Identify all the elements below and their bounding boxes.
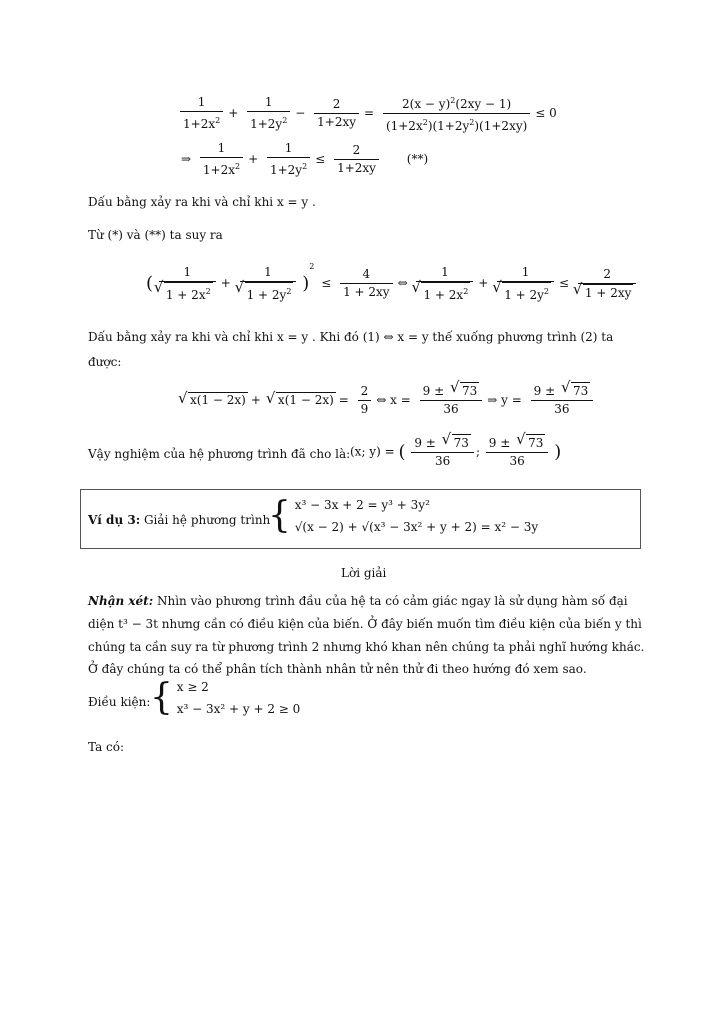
solution-pair: (x; y) = ( $\frac{9 \pm √ 73}{36}$ ; $\frac{9 \pm √ 73}{36}$ ) — [350, 434, 561, 470]
condition-label: Điều kiện: — [88, 695, 151, 709]
equation-tag: (**) — [406, 152, 429, 166]
remark-line-3: chúng ta cần suy ra từ phương trình 2 nhưng khó khan nên chúng ta phải nghĩ hướng khác. — [88, 640, 645, 654]
example-text: Giải hệ phương trình — [143, 513, 271, 527]
condition-2: x³ − 3x² + y + 2 ≥ 0 — [176, 702, 301, 716]
remark-label: Nhận xét: — [88, 594, 154, 608]
remark-line-2: diện t³ − 3t nhưng cần có điều kiện của biến. Ở đây biến muốn tìm điều kiện của biến y thì — [88, 617, 642, 631]
we-have-text: Ta có: — [88, 740, 125, 754]
example-label-line — [88, 513, 270, 527]
example-label: Ví dụ 3: — [88, 513, 141, 527]
equation-line-4: √ x(1 − 2x) +√ x(1 − 2x) = $\frac{2}{9}$ ⇔ x = $\frac{9 \pm √ 73}{36}$ ⇒ y = $\frac{9 \pm √ 73}{36}$ — [186, 382, 595, 418]
equality-text-2b: được: — [88, 355, 122, 369]
solution-title: Lời giải — [341, 566, 387, 580]
equation-line-2: ⇒ $\frac{1}{1+2x^2}$ + $\frac{1}{1+2y^2}$ ≤ $\frac{2}{1+2xy}$ (**) — [181, 141, 429, 177]
example-system: { x³ − 3x + 2 = y³ + 3y² √(x − 2) + √(x³ − 3x² + y + 2) = x² − 3y — [268, 495, 539, 536]
conclusion-text — [88, 447, 350, 461]
from-text: Từ (*) và (**) ta suy ra — [88, 228, 223, 242]
example-eq-1: x³ − 3x + 2 = y³ + 3y² — [294, 498, 430, 512]
condition-1: x ≥ 2 — [176, 680, 209, 694]
equation-line-1: $\frac{1}{1+2x^2}$ + $\frac{1}{1+2y^2}$ − $\frac{2}{1+2xy}$ = $\frac{2(x - y)^2(2xy - 1)}{(1+2x^2)(1+2y^2)(1+2xy)}$ ≤ 0 — [178, 92, 560, 135]
equality-text-2a: Dấu bằng xảy ra khi và chỉ khi x = y . Khi đó (1) ⇔ x = y thế xuống phương trình (2) ta — [88, 330, 614, 344]
equality-text-1: Dấu bằng xảy ra khi và chỉ khi x = y . — [88, 195, 316, 209]
remark-line-1 — [88, 594, 628, 608]
equation-line-3: ( 1 √ $1 + 2x^2$ + 1 √ $1 + 2y^2$ )$^2$ ≤ $\frac{4}{1 + 2xy}$ ⇔ 1 √ $1 + 2x^2$ + 1 √ $1 + 2y^2$ ≤ 2 √ 1 + 2xy — [146, 262, 638, 304]
remark-line-4: Ở đây chúng ta có thể phân tích thành nhân tử nên thử đi theo hướng đó xem sao. — [88, 662, 587, 676]
conclusion-label: Vậy nghiệm của hệ phương trình đã cho là: — [88, 447, 351, 461]
example-eq-2: √(x − 2) + √(x³ − 3x² + y + 2) = x² − 3y — [294, 520, 539, 534]
remark-text-1: Nhìn vào phương trình đầu của hệ ta có cảm giác ngay là sử dụng hàm số đại — [156, 594, 628, 608]
condition-system: { x ≥ 2 x³ − 3x² + y + 2 ≥ 0 — [150, 677, 301, 718]
